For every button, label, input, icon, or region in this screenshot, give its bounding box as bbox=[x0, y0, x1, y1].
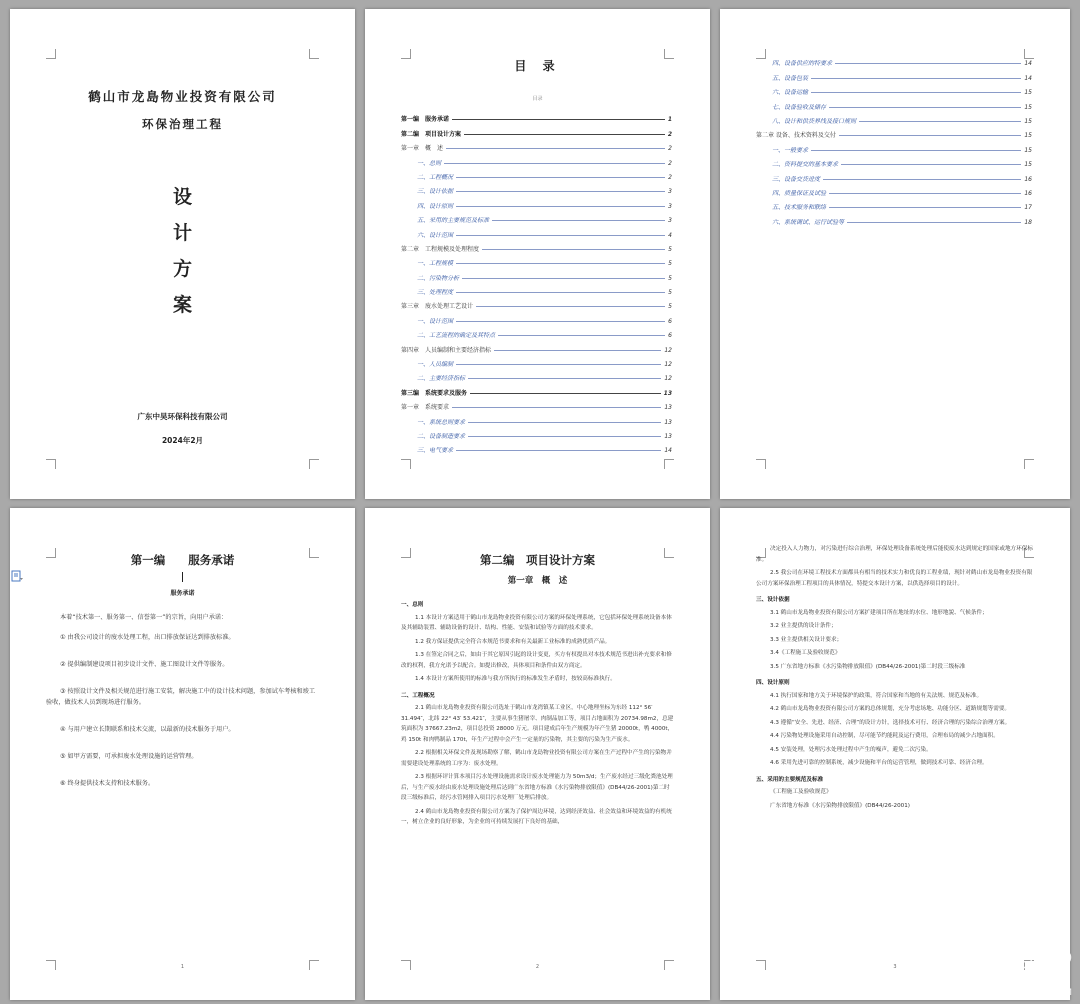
toc-entry[interactable] bbox=[756, 82, 1032, 96]
toc-entry[interactable] bbox=[401, 109, 672, 123]
toc-entry-page: 13 bbox=[664, 404, 672, 412]
toc-entry[interactable] bbox=[756, 139, 1032, 153]
cover-project: 环保治理工程 bbox=[142, 117, 223, 131]
toc-entry-text: 一、设计范围 bbox=[417, 317, 454, 325]
toc-leader bbox=[859, 121, 1021, 122]
toc-entry-page: 12 bbox=[664, 375, 672, 383]
page-heading: 第一编 服务承诺 bbox=[130, 553, 235, 567]
paragraph: 1.4 本设计方案所使用的标准与我方所执行的标准发生矛盾时，按较高标准执行。 bbox=[415, 676, 616, 682]
toc-entry-text: 五、技术服务和联络 bbox=[772, 204, 827, 212]
toc-leader bbox=[462, 278, 665, 279]
paragraph: 本着“技术第一、服务第一、信誉第一”的宗旨，向用户承诺： bbox=[60, 614, 228, 621]
toc-entry[interactable] bbox=[401, 253, 672, 267]
toc-entry-page: 14 bbox=[664, 447, 672, 455]
toc-entry-text: 第四章 人员编制和主要经济指标 bbox=[401, 346, 492, 354]
toc-entry-page: 15 bbox=[1024, 89, 1032, 97]
toc-leader bbox=[811, 92, 1021, 93]
toc-leader bbox=[839, 135, 1021, 136]
crop-mark bbox=[309, 459, 319, 469]
toc-entry[interactable] bbox=[401, 167, 672, 181]
toc-entry[interactable] bbox=[401, 239, 672, 253]
toc-entry-text: 四、质量保证及试验 bbox=[772, 189, 827, 197]
toc-leader bbox=[456, 177, 665, 178]
service-item: ① 由我公司设计的废水处理工程，出口排放保证达到排放标准。 bbox=[60, 634, 235, 641]
toc-entry[interactable] bbox=[401, 426, 672, 440]
toc-entry[interactable] bbox=[756, 111, 1032, 125]
paragraph: 2.1 鹤山市龙島物业投资有限公司选址于鹤山市龙湾镇某工业区，中心地理坐标为东经 112° 56′ 31.494″，北纬 22° 43′ 53.421″，主要从事生猪屠宰、肉制品加工等，项目占地面积为 20734.98m2，总建筑面积为 37667.23m2，项目总投资 28000 万元。项目建成后年生产规模为年产生猪 20000t，鸭 4000t，鸡 150t 和肉鸭制品 170t，年生产过程中会产生一定量的污染物，其主要的污染为生产废水。 bbox=[401, 705, 674, 743]
toc-entry-page: 15 bbox=[1024, 132, 1032, 140]
toc-entry-page: 18 bbox=[1024, 218, 1032, 226]
toc-entry-text: 一、人员编制 bbox=[417, 361, 454, 369]
paragraph: 4.6 采用先进可靠的控制系统，减少设施和平台的运营管理，做到技术可靠、经济合理。 bbox=[770, 760, 988, 766]
toc-entry-page: 16 bbox=[1024, 175, 1032, 183]
section-title: 四、设计原则 bbox=[756, 680, 790, 686]
paragraph: 4.1 执行国家和地方关于环境保护的政策，符合国家和当地的有关法规、规范及标准。 bbox=[770, 692, 983, 699]
toc-entry-page: 13 bbox=[663, 389, 672, 397]
toc-leader bbox=[829, 107, 1021, 108]
toc-entry-page: 3 bbox=[668, 217, 672, 225]
toc-entry[interactable] bbox=[401, 181, 672, 195]
toc-leader bbox=[829, 193, 1021, 194]
service-item: ④ 与用户建立长期联系和技术交流，以最新的技术服务于用户。 bbox=[60, 726, 235, 733]
paragraph: 4.4 污染物处理设施采用自动控制，尽可能节约能耗及运行费用，合理布局的减少占地面积。 bbox=[770, 733, 999, 739]
paragraph: 1.2 我方保证提供完全符合本规范书要求和有关最新工业标准的成熟优质产品。 bbox=[415, 638, 611, 645]
toc-entry-text: 一、总则 bbox=[417, 159, 442, 167]
toc-subtitle: 目录 bbox=[532, 96, 543, 102]
toc-entry[interactable] bbox=[401, 282, 672, 296]
toc-entry-page: 5 bbox=[668, 303, 672, 311]
design-body bbox=[401, 594, 674, 831]
toc-entry[interactable] bbox=[401, 397, 672, 411]
page-heading: 第二编 项目设计方案 bbox=[480, 553, 595, 567]
crop-mark bbox=[664, 459, 674, 469]
crop-mark bbox=[46, 49, 56, 59]
toc-entry-text: 三、设备交货进度 bbox=[772, 175, 821, 183]
toc-entry-text: 第二章 工程规模及处理程度 bbox=[401, 245, 480, 253]
toc-entry-page: 4 bbox=[668, 231, 672, 239]
paragraph: 3.1 鹤山市龙島物业投资有限公司方案扩建项目所在地址的水位、地形地貌、气候条件； bbox=[770, 609, 988, 616]
toc-entry[interactable] bbox=[756, 96, 1032, 110]
paragraph: 2.2 根据相关环保文件及现场勘察了解，鹤山市龙島物业投资有限公司方案在生产过程中产生的污染物并需要建设处理系统的工序为：废水处理。 bbox=[401, 750, 672, 767]
toc-title: 目 录 bbox=[514, 59, 561, 73]
paragraph: 4.5 安装处理，处理污水处理过程中产生的噪声，避免二次污染。 bbox=[770, 746, 932, 753]
toc-leader bbox=[835, 63, 1021, 64]
cover-author: 广东中昊环保科技有限公司 bbox=[137, 412, 228, 421]
toc-leader bbox=[444, 163, 665, 164]
toc-entry[interactable] bbox=[756, 183, 1032, 197]
toc-leader bbox=[456, 450, 661, 451]
toc-entry-page: 12 bbox=[664, 346, 672, 354]
toc-entry[interactable] bbox=[401, 224, 672, 238]
design-body bbox=[756, 544, 1034, 814]
toc-entry-page: 2 bbox=[668, 145, 672, 153]
crop-mark bbox=[401, 459, 411, 469]
toc-entry-page: 15 bbox=[1024, 161, 1032, 169]
cover-title-char: 方 bbox=[172, 258, 192, 280]
toc-entry-page: 3 bbox=[668, 188, 672, 196]
service-body bbox=[46, 612, 319, 805]
toc-entry-text: 二、工艺流程的确定及其特点 bbox=[417, 332, 496, 340]
paragraph: 2.3 根据环评计算本项目污水处理设施需求设计废水处理能力为 50m3/d；生产废水经过三级化粪池处理后，与生产废水经由废水处理设施处理后达到广东省地方标准《水污染物排放限值》(DB44/26-2001)第二时段三级标准后，经污水管网排入项目污水处理厂处理后排放。 bbox=[401, 774, 673, 801]
toc-leader bbox=[452, 119, 665, 120]
toc-leader bbox=[456, 292, 665, 293]
toc-entry[interactable] bbox=[401, 325, 672, 339]
service-item: ② 提供编制建设项目初步设计文件、施工图设计文件等服务。 bbox=[60, 661, 229, 668]
toc-leader bbox=[841, 164, 1021, 165]
toc-list bbox=[756, 53, 1032, 226]
sub-heading: 服务承诺 bbox=[170, 590, 195, 597]
paragraph: 决定投入人力物力，对污染进行综合治理，环保处理设备系统处理后能使废水达到规定的国家或地方环保标准。 bbox=[756, 546, 1033, 563]
toc-entry-text: 第三编 系统要求及服务 bbox=[401, 389, 468, 397]
toc-entry-text: 第一编 服务承诺 bbox=[401, 116, 450, 124]
toc-leader bbox=[468, 436, 661, 437]
toc-leader bbox=[811, 78, 1021, 79]
toc-entry-page: 5 bbox=[668, 245, 672, 253]
paragraph: 3.5 广东省地方标准《水污染物排放限值》(DB44/26-2001)第二时段三级标准 bbox=[770, 663, 966, 670]
crop-mark bbox=[756, 459, 766, 469]
toc-entry-page: 15 bbox=[1024, 146, 1032, 154]
toc-entry-page: 13 bbox=[664, 432, 672, 440]
toc-entry[interactable] bbox=[401, 411, 672, 425]
toc-leader bbox=[847, 222, 1021, 223]
toc-entry[interactable] bbox=[756, 211, 1032, 225]
section-title: 五、采用的主要规范及标准 bbox=[756, 776, 824, 783]
toc-leader bbox=[470, 393, 661, 394]
toc-leader bbox=[446, 148, 665, 149]
page-number: 2 bbox=[535, 964, 540, 970]
toc-entry[interactable] bbox=[401, 339, 672, 353]
paragraph: 4.3 遵循“安全、先进、经济、合理”的设计方针，选择技术可行、经济合理的污染综合治理方案。 bbox=[770, 719, 1011, 726]
toc-entry-text: 五、采用的主要规范及标准 bbox=[417, 217, 490, 225]
paragraph: 3.3 业主提供相关设计要求； bbox=[770, 636, 843, 643]
toc-entry-text: 六、系统调试、运行试验等 bbox=[772, 218, 845, 226]
toc-entry[interactable] bbox=[756, 154, 1032, 168]
section-title: 二、工程概况 bbox=[401, 692, 435, 699]
toc-leader bbox=[456, 191, 665, 192]
toc-entry-page: 15 bbox=[1024, 117, 1032, 125]
toc-entry[interactable] bbox=[401, 195, 672, 209]
toc-leader bbox=[476, 306, 665, 307]
toc-entry-page: 14 bbox=[1024, 74, 1032, 82]
toc-leader bbox=[829, 207, 1021, 208]
toc-entry-text: 二、污染物分析 bbox=[417, 274, 460, 282]
toc-page-1 bbox=[365, 9, 710, 499]
cover-page bbox=[10, 9, 355, 499]
toc-leader bbox=[456, 321, 665, 322]
toc-entry[interactable] bbox=[401, 382, 672, 396]
cover-date: 2024年2月 bbox=[161, 436, 204, 445]
toc-leader bbox=[452, 407, 661, 408]
toc-entry-text: 第一章 概 述 bbox=[401, 145, 444, 153]
toc-entry-text: 三、处理程度 bbox=[417, 289, 454, 297]
toc-entry-page: 13 bbox=[664, 418, 672, 426]
paragraph: 1.3 在签定合同之后，如由于其它原因引起的设计变更，买方有权提出对本技术规范书进出补充要求和修改的权利，我方允诺予以配合。如提出修改，具体项目和条件由双方商定。 bbox=[401, 652, 672, 669]
paragraph: 3.2 业主提供的设计条件； bbox=[770, 623, 837, 629]
design-page bbox=[365, 508, 710, 1000]
crop-mark bbox=[309, 49, 319, 59]
toc-entry-text: 四、设备供应的特要求 bbox=[772, 60, 833, 68]
toc-leader bbox=[456, 263, 665, 264]
chapter-heading: 第一章 概 述 bbox=[507, 576, 568, 586]
toc-entry[interactable] bbox=[401, 267, 672, 281]
toc-entry-text: 三、电气要求 bbox=[417, 447, 454, 455]
toc-entry-text: 二、设备制造要求 bbox=[417, 432, 466, 440]
toc-entry[interactable] bbox=[756, 168, 1032, 182]
watermark-subtitle: 爱我 环 保 学 社·COM bbox=[956, 988, 1074, 998]
toc-entry[interactable] bbox=[401, 152, 672, 166]
toc-entry[interactable] bbox=[401, 310, 672, 324]
toc-entry-page: 6 bbox=[668, 332, 672, 340]
toc-entry-text: 第二章 设备、技术资料及交付 bbox=[756, 132, 836, 140]
toc-entry-text: 五、设备包装 bbox=[772, 74, 809, 82]
service-list bbox=[46, 632, 319, 789]
toc-entry-page: 17 bbox=[1024, 204, 1032, 212]
cover-title-char: 案 bbox=[172, 294, 192, 316]
service-item: ⑥ 终身提供技术支持和技术服务。 bbox=[60, 780, 155, 787]
toc-entry[interactable] bbox=[756, 53, 1032, 67]
toc-entry-text: 四、设计原则 bbox=[417, 202, 454, 210]
toc-entry-text: 二、主要经济指标 bbox=[417, 375, 466, 383]
text-cursor bbox=[182, 572, 183, 582]
paste-options-icon[interactable] bbox=[11, 570, 23, 582]
toc-leader bbox=[468, 422, 661, 423]
toc-leader bbox=[498, 335, 665, 336]
toc-entry-text: 八、设计和供货界线及接口规则 bbox=[772, 117, 857, 125]
toc-entry-page: 2 bbox=[668, 173, 672, 181]
cover-title bbox=[10, 179, 355, 323]
toc-entry-page: 15 bbox=[1024, 103, 1032, 111]
toc-entry[interactable] bbox=[756, 67, 1032, 81]
toc-entry-text: 第二编 项目设计方案 bbox=[401, 130, 462, 138]
toc-entry-text: 六、设计范围 bbox=[417, 231, 454, 239]
toc-entry-text: 二、资料提交的基本要求 bbox=[772, 161, 839, 169]
toc-leader bbox=[811, 150, 1021, 151]
design-page-2 bbox=[720, 508, 1070, 1000]
toc-entry-page: 5 bbox=[668, 260, 672, 268]
service-item: ⑤ 如甲方需要，可承担废水处理设施的运营管理。 bbox=[60, 753, 198, 760]
toc-entry-page: 14 bbox=[1024, 60, 1032, 68]
page-number: 1 bbox=[180, 964, 185, 970]
toc-entry[interactable] bbox=[401, 123, 672, 137]
paragraph: 广东省地方标准《水污染物排放限值》(DB44/26-2001) bbox=[770, 802, 910, 809]
toc-entry-text: 第一章 系统要求 bbox=[401, 404, 450, 412]
paragraph: 2.4 鹤山市龙島物业投资有限公司方案为了保护周边环境，达到经济效益、社会效益和环境效益的有机统一，树立企业的良好形象，为企业的可持续发展打下良好的基础， bbox=[401, 808, 672, 825]
toc-entry-page: 3 bbox=[668, 202, 672, 210]
watermark-logo: 25HB bbox=[950, 944, 1074, 990]
toc-entry[interactable] bbox=[401, 138, 672, 152]
toc-leader bbox=[492, 220, 665, 221]
toc-entry[interactable] bbox=[756, 197, 1032, 211]
paragraph: 3.4《工程施工及验收规范》 bbox=[770, 650, 841, 656]
toc-entry-text: 七、设备验收及储存 bbox=[772, 103, 827, 111]
toc-leader bbox=[456, 206, 665, 207]
toc-leader bbox=[482, 249, 665, 250]
service-page bbox=[10, 508, 355, 1000]
toc-entry-text: 第三章 废水处理工艺设计 bbox=[401, 303, 474, 311]
toc-leader bbox=[456, 235, 665, 236]
toc-entry-page: 16 bbox=[1024, 189, 1032, 197]
service-item: ③ 按照设计文件及相关规范进行施工安装，解决施工中的设计技术问题，参加试车考核和竣工验收，做技术人员到现场进行服务。 bbox=[46, 688, 316, 706]
paragraph: 4.2 鹤山市龙島物业投资有限公司方案的总体规划，充分考虑场地、功能分区、道路规划等需要。 bbox=[770, 706, 1011, 712]
section-title: 一、总则 bbox=[401, 602, 424, 608]
toc-entry-text: 二、工程概况 bbox=[417, 173, 454, 181]
toc-entry-page: 12 bbox=[664, 361, 672, 369]
toc-entry-text: 一、工程规模 bbox=[417, 260, 454, 268]
toc-entry-text: 三、设计依据 bbox=[417, 188, 454, 196]
toc-entry-text: 一、一般要求 bbox=[772, 146, 809, 154]
cover-company: 鹤山市龙島物业投资有限公司 bbox=[88, 89, 277, 104]
paragraph: 《工程施工及验收规范》 bbox=[770, 789, 832, 795]
toc-entry-page: 5 bbox=[668, 289, 672, 297]
toc-leader bbox=[823, 179, 1021, 180]
toc-entry[interactable] bbox=[401, 440, 672, 454]
toc-leader bbox=[456, 364, 661, 365]
toc-leader bbox=[494, 350, 661, 351]
toc-entry-page: 2 bbox=[667, 130, 672, 138]
toc-entry-text: 一、系统总则要求 bbox=[417, 418, 466, 426]
toc-entry-page: 2 bbox=[668, 159, 672, 167]
site-watermark bbox=[950, 944, 1074, 998]
toc-entry[interactable] bbox=[401, 210, 672, 224]
toc-entry-page: 6 bbox=[668, 317, 672, 325]
toc-entry-page: 5 bbox=[668, 274, 672, 282]
toc-entry[interactable] bbox=[756, 125, 1032, 139]
paragraph: 1.1 本设计方案适用于鹤山市龙島物业投资有限公司方案的环保处理系统，它包括环保处理系统设备本体及其辅助装置、辅助设备的设计、结构、性能、安装和试验等方面的技术要求。 bbox=[401, 614, 672, 631]
toc-leader bbox=[464, 134, 665, 135]
toc-list bbox=[401, 109, 672, 454]
toc-page-2 bbox=[720, 9, 1070, 499]
toc-leader bbox=[468, 378, 661, 379]
paragraph: 2.5 我公司在环境工程技术方面都具有相当的技术实力和优良的工程业绩，现针对鹤山市龙島物业投资有限公司方案环保治理工程项目的具体情况，特提交本设计方案，以供选择项目的设计。 bbox=[756, 570, 1033, 587]
page-number: 3 bbox=[893, 964, 897, 970]
cover-title-char: 设 bbox=[172, 186, 192, 208]
crop-mark bbox=[1024, 459, 1034, 469]
section-title: 三、设计依据 bbox=[756, 597, 790, 603]
cover-title-char: 计 bbox=[172, 222, 192, 244]
toc-entry-page: 1 bbox=[667, 116, 672, 124]
crop-mark bbox=[46, 459, 56, 469]
toc-entry[interactable] bbox=[401, 296, 672, 310]
toc-entry[interactable] bbox=[401, 354, 672, 368]
toc-entry[interactable] bbox=[401, 368, 672, 382]
toc-entry-text: 六、设备运输 bbox=[772, 89, 809, 97]
